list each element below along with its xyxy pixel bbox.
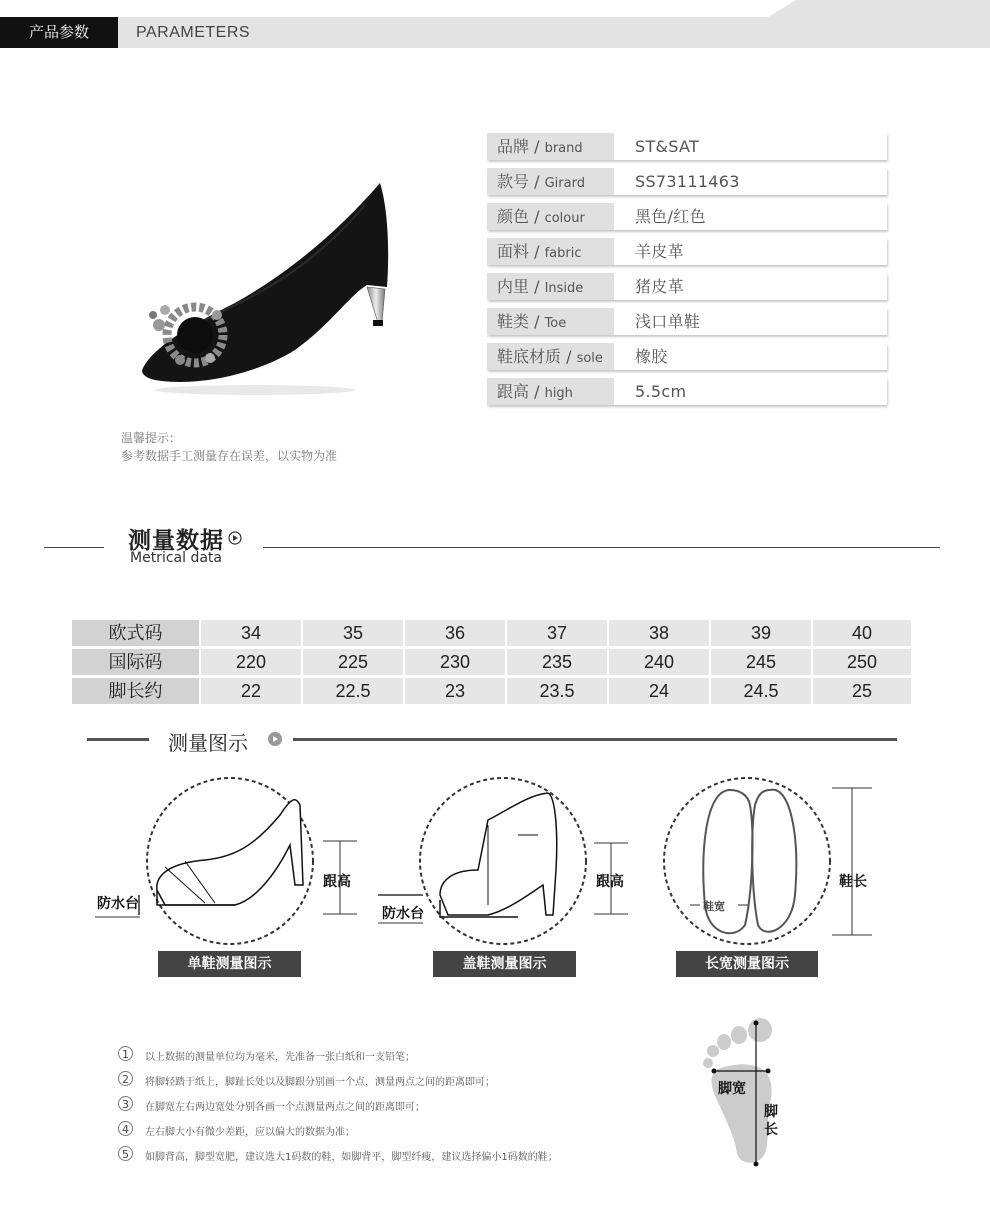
lw-length-label: 鞋长 [839,874,867,890]
param-row [487,133,887,160]
single-right-label: 跟高 [323,874,351,890]
param-key-sep: / [529,207,545,226]
foot-width-label: 脚宽 [718,1081,746,1097]
note-number-icon: 4 [118,1121,133,1136]
param-key-sep: / [529,277,545,296]
header-corner [768,0,990,17]
size-cell: 22 [201,678,301,704]
boot-right-label: 跟高 [596,874,624,890]
foot-length-label-2: 长 [764,1122,778,1138]
param-row [487,343,887,370]
single-caption: 单鞋测量图示 [158,951,301,977]
size-cell: 25 [813,678,911,704]
param-row [487,273,887,300]
header-title-cn: 产品参数 [0,17,118,48]
param-key-sep: / [529,137,545,156]
param-key [487,273,614,300]
size-cell: 220 [201,649,301,675]
param-key-en: brand [544,141,583,156]
divider-left [44,547,104,548]
param-key [487,168,614,195]
size-cell: 22.5 [303,678,403,704]
metrical-title-cn: 测量数据 [128,528,224,554]
param-key-cn: 鞋底材质 [497,347,562,366]
param-key-sep: / [529,242,545,261]
size-row-label: 脚长约 [72,678,199,704]
size-cell: 37 [507,620,607,646]
note-text: 在脚宽左右两边宽处分别各画一个点测量两点之间的距离即可； [145,1102,425,1113]
param-value: 浅口单鞋 [614,308,887,335]
param-key-en: fabric [544,246,582,261]
metrical-title-en: Metrical data [130,550,222,566]
size-cell: 24.5 [711,678,811,704]
param-key-sep: / [561,347,577,366]
boot-caption: 盖鞋测量图示 [433,951,576,977]
size-cell: 40 [813,620,911,646]
param-key-cn: 内里 [497,277,530,296]
diagram-section-title: 测量图示 [168,731,248,755]
param-value: 黑色/红色 [614,203,887,230]
param-key-cn: 款号 [497,172,530,191]
param-key-en: sole [576,351,603,366]
param-row [487,308,887,335]
size-cell: 36 [405,620,505,646]
param-key [487,133,614,160]
param-key-en: Toe [544,316,567,331]
param-row [487,238,887,265]
size-cell: 250 [813,649,911,675]
param-row [487,203,887,230]
note-text: 以上数据的测量单位均为毫米，先准备一张白纸和一支铅笔； [145,1052,415,1063]
size-cell: 235 [507,649,607,675]
size-cell: 35 [303,620,403,646]
boot-left-label: 防水台 [382,906,424,922]
note-text: 将脚轻踏于纸上，脚趾长处以及脚跟分别画一个点，测量两点之间的距离即可； [145,1077,495,1088]
note-text: 如脚背高，脚型宽肥，建议选大1码数的鞋，如脚背平，脚型纤瘦，建议选择偏小1码数的鞋； [145,1152,558,1163]
size-cell: 38 [609,620,709,646]
tip-title: 温馨提示： [121,431,182,445]
note-number-icon: 1 [118,1046,133,1061]
tip-text: 参考数据手工测量存在误差，以实物为准 [121,449,338,463]
param-key-en: Girard [544,176,585,191]
divider-left-2 [87,738,149,741]
foot-length-label-1: 脚 [764,1104,778,1120]
param-key [487,378,614,405]
size-cell: 23.5 [507,678,607,704]
note-number-icon: 2 [118,1071,133,1086]
param-key-sep: / [529,172,545,191]
param-key-cn: 面料 [497,242,530,261]
note-number-icon: 3 [118,1096,133,1111]
size-cell: 245 [711,649,811,675]
length-width-diagram [660,775,880,955]
size-cell: 225 [303,649,403,675]
param-key-cn: 品牌 [497,137,530,156]
param-value: 羊皮革 [614,238,887,265]
note-number-icon: 5 [118,1146,133,1161]
lw-caption: 长宽测量图示 [676,951,818,977]
single-left-label: 防水台 [97,896,139,912]
param-key-en: colour [544,211,585,226]
param-key [487,308,614,335]
param-key-cn: 鞋类 [497,312,530,331]
param-key-sep: / [529,312,545,331]
circle-arrow-icon [267,731,283,747]
size-row-label: 国际码 [72,649,199,675]
size-cell: 24 [609,678,709,704]
shoe-product-image [135,175,420,400]
param-value: 橡胶 [614,343,887,370]
param-key-en: high [544,386,573,401]
lw-width-label: 鞋宽 [703,900,725,913]
circle-arrow-icon [228,531,242,545]
param-key [487,343,614,370]
header-title-en: PARAMETERS [136,24,251,41]
size-cell: 23 [405,678,505,704]
divider-right-2 [293,738,897,741]
size-cell: 240 [609,649,709,675]
size-cell: 230 [405,649,505,675]
size-row-label: 欧式码 [72,620,199,646]
param-value: ST&SAT [614,133,887,160]
param-key [487,238,614,265]
param-row [487,168,887,195]
param-row [487,378,887,405]
note-text: 左右脚大小有微少差距，应以偏大的数据为准； [145,1127,355,1138]
size-cell: 34 [201,620,301,646]
size-cell: 39 [711,620,811,646]
param-key-en: Inside [544,281,584,296]
param-value: 5.5cm [614,378,887,405]
param-value: 猪皮革 [614,273,887,300]
single-shoe-diagram [95,775,365,955]
param-key-sep: / [529,382,545,401]
boot-diagram [378,775,648,955]
param-key-cn: 颜色 [497,207,530,226]
param-key [487,203,614,230]
param-key-cn: 跟高 [497,382,530,401]
divider-right [263,547,940,548]
param-value: SS73111463 [614,168,887,195]
